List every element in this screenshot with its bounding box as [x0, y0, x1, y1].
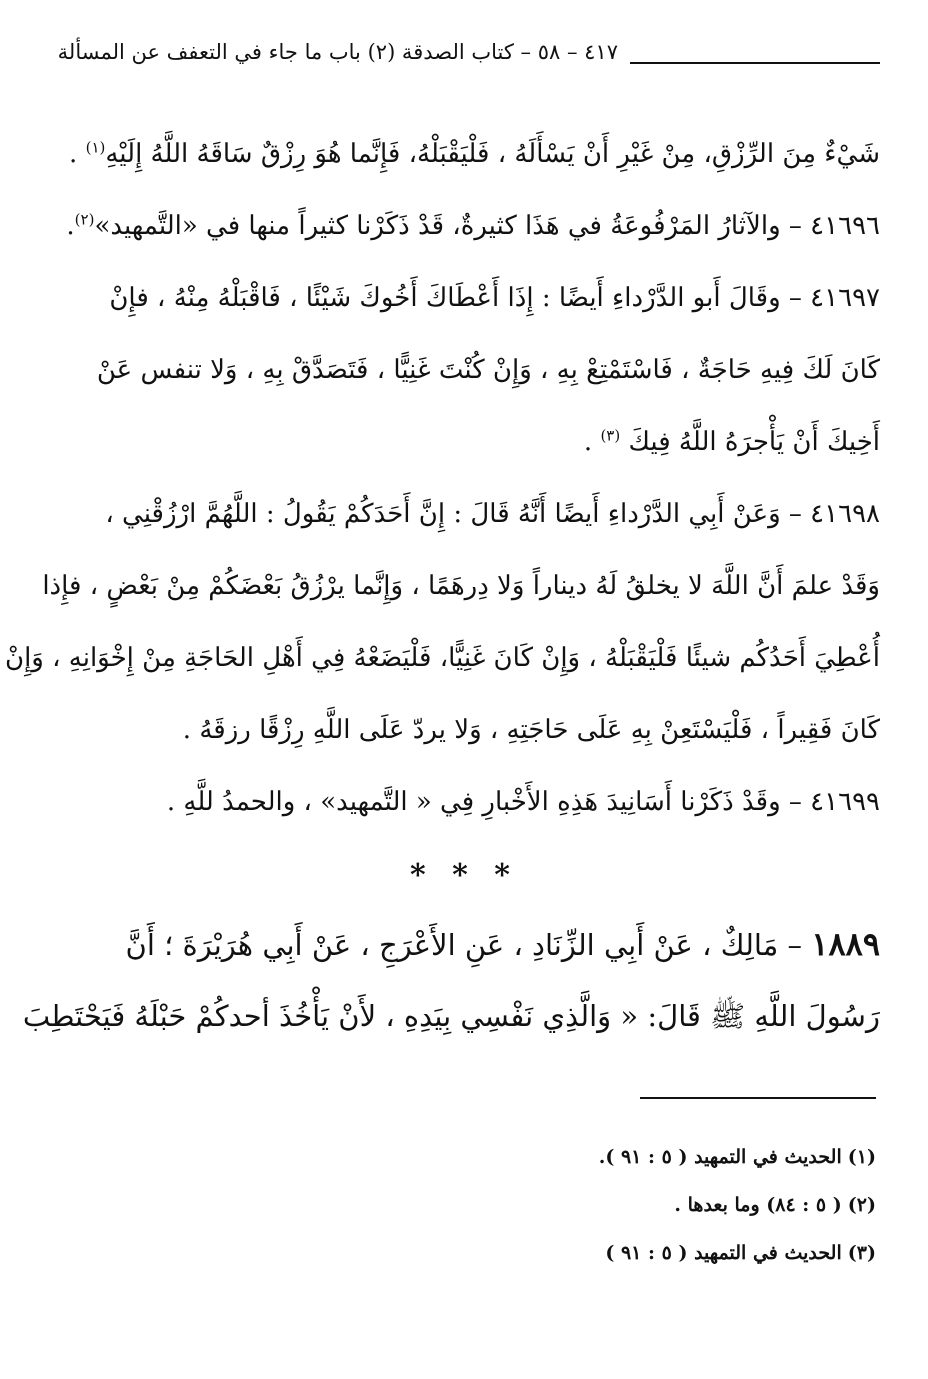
text-line: كَانَ فَقِيراً ، فَلْيَسْتَعِنْ بِهِ عَلَى حَاجَتِهِ ، وَلا يردّ عَلَى اللَّهِ رِزْقًا رزقَهُ . — [182, 715, 880, 745]
text-line: أَخِيكَ أَنْ يَأْجرَهُ اللَّهُ فِيكَ $^{(٣)}$ . — [583, 426, 880, 457]
header-rule — [630, 62, 880, 64]
hadith-number: ١٨٨٩ — [811, 925, 880, 963]
footnote-marker: (١) — [847, 1146, 876, 1168]
footnote-marker: (٣) — [847, 1242, 876, 1264]
text-line: ٤١٦٩٦ – والآثارُ المَرْفُوعَةُ في هَذَا كثيرةٌ، قَدْ ذَكَرْنا كثيراً منها في «التَّمهيد»$^{(٢)}$. — [66, 210, 880, 241]
text-line: ٤١٦٩٩ – وقَدْ ذَكَرْنا أَسَانِيدَ هَذِهِ الأَخْبارِ فِي « التَّمهيد» ، والحمدُ للَّهِ . — [166, 787, 880, 817]
hadith-1889 — [22, 908, 880, 1052]
footnote-ref: (٢) — [74, 210, 95, 229]
text-line: أُعْطِيَ أَحَدُكُم شيئًا فَلْيَقْبَلْهُ ، وَإِنْ كَانَ غَنِيًّا، فَلْيَضَعْهُ فِي أَهْلِ الحَاجَةِ مِنْ إِخْوَانِهِ ، وَإِنْ — [4, 643, 880, 673]
section-separator: * * * — [410, 858, 518, 893]
footnote-ref: (١) — [85, 138, 106, 157]
paragraph-41699 — [100, 766, 880, 838]
text-line: ٤١٦٩٨ – وَعَنْ أَبِي الدَّرْداءِ أَيضًا أَنَّهُ قَالَ : إِنَّ أَحَدَكُمْ يَقُولُ : اللَّهُمَّ ارْزُقْنِي ، — [105, 499, 880, 529]
text-line: ٤١٦٩٧ – وقَالَ أَبو الدَّرْداءِ أَيضًا : إِذَا أَعْطَاكَ أَخُوكَ شَيْئًا ، فَاقْبَلْهُ مِنْهُ ، فإِنْ — [109, 283, 880, 313]
text-line: شَيْءٌ مِنَ الرِّزْقِ، مِنْ غَيْرِ أَنْ يَسْأَلَهُ ، فَلْيَقْبَلْهُ، فَإِنَّما هُوَ رِزْقٌ سَاقَهُ اللَّهُ إِلَيْهِ$^{(١)}$ . — [69, 138, 880, 169]
main-text — [4, 118, 880, 838]
footnote-rule — [640, 1097, 876, 1099]
footnote-2: (٢) ( ٥ : ٨٤) وما بعدها . — [674, 1194, 876, 1216]
footnote-1: (١) الحديث في التمهيد ( ٥ : ٩١ ). — [598, 1146, 876, 1168]
footnotes — [176, 1133, 876, 1277]
paragraph-41696 — [66, 190, 880, 262]
paragraph-41697 — [96, 262, 880, 478]
text-line: رَسُولَ اللَّهِ ﷺ قَالَ: « وَالَّذِي نَفْسِي بِيَدِهِ ، لأَنْ يَأْخُذَ أحدكُمْ حَبْلَهُ فَيَحْتَطِبَ — [22, 999, 880, 1033]
text-line: كَانَ لَكَ فِيهِ حَاجَةٌ ، فَاسْتَمْتِعْ بِهِ ، وَإِنْ كُنْتَ غَنِيًّا ، فَتَصَدَّقْ بِهِ ، وَلا تنفس عَنْ — [96, 355, 880, 385]
paragraph-41698 — [4, 478, 880, 766]
text-line: ١٨٨٩ – مَالِكٌ ، عَنْ أَبِي الزِّنَادِ ، عَنِ الأَعْرَجِ ، عَنْ أَبِي هُرَيْرَةَ ؛ أَنَّ — [125, 925, 880, 963]
footnote-marker: (٢) — [847, 1194, 876, 1216]
footnote-3: (٣) الحديث في التمهيد ( ٥ : ٩١ ) — [605, 1242, 876, 1264]
paragraph-1 — [69, 118, 880, 190]
footnote-ref: (٣) — [600, 426, 621, 445]
running-header-title: ٤١٧ – ٥٨ – كتاب الصدقة (٢) باب ما جاء في التعفف عن المسألة — [57, 40, 618, 64]
text-line: وَقَدْ علمَ أَنَّ اللَّهَ لا يخلقُ لَهُ ديناراً وَلا دِرهَمًا ، وَإِنَّما يرْزُقُ بَعْضَكُمْ مِنْ بَعْضٍ ، فإِذا — [42, 571, 880, 601]
running-header — [57, 38, 880, 78]
